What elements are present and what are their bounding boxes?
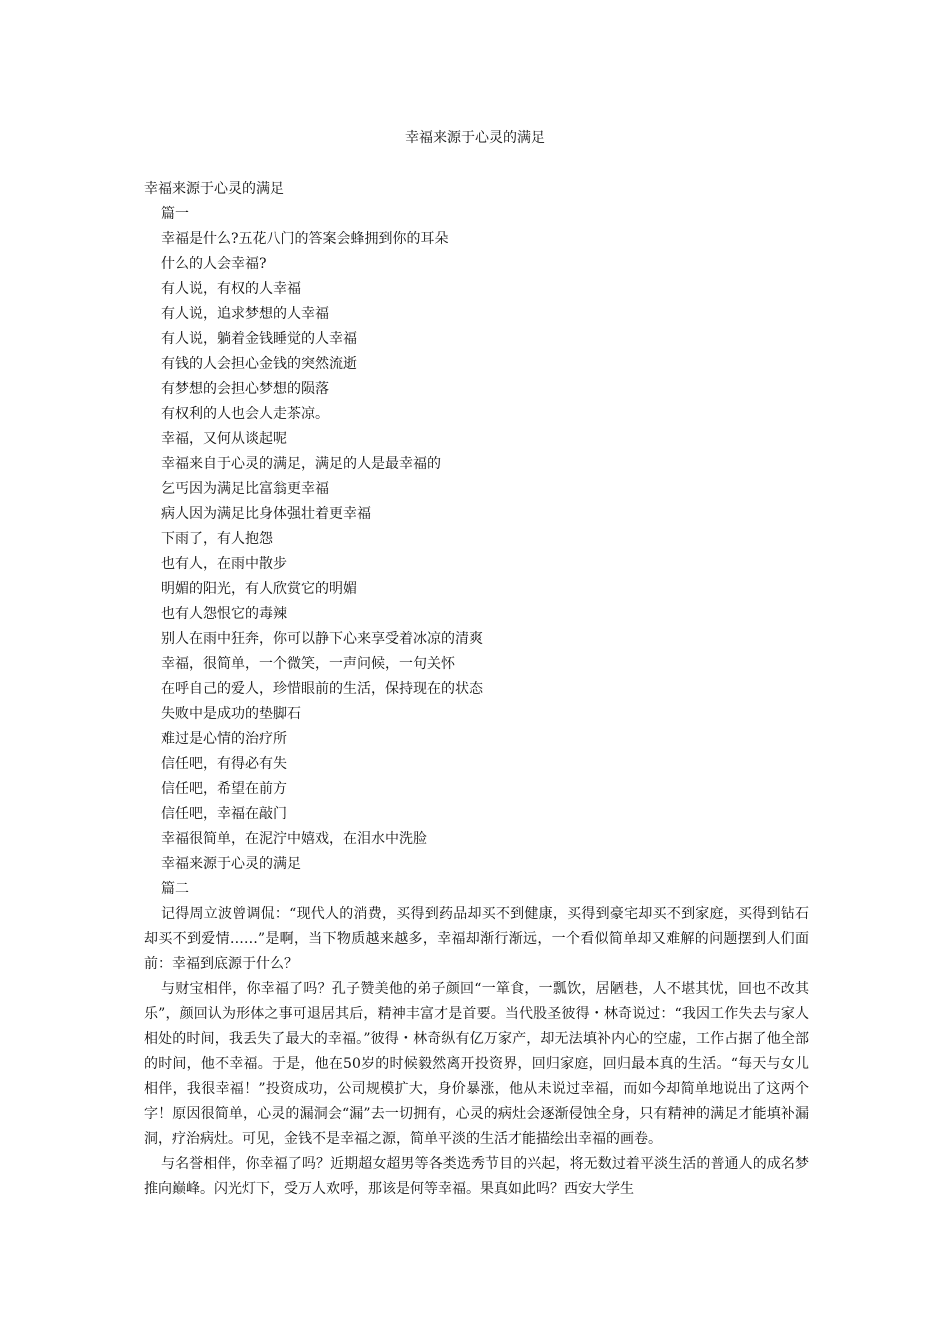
text-line: 有人说，追求梦想的人幸福 [161, 306, 329, 322]
text-line: 幸福，很简单，一个微笑，一声问候，一句关怀 [161, 656, 455, 672]
text-line: 乞丐因为满足比富翁更幸福 [161, 481, 329, 497]
text-line: 下雨了，有人抱怨 [161, 531, 273, 547]
text-line: 失败中是成功的垫脚石 [161, 706, 301, 722]
text-line: 明媚的阳光，有人欣赏它的明媚 [161, 581, 357, 597]
text-line: 在呼自己的爱人，珍惜眼前的生活，保持现在的状态 [161, 681, 483, 697]
text-line: 信任吧，希望在前方 [161, 781, 287, 797]
paragraph: 与财宝相伴，你幸福了吗？孔子赞美他的弟子颜回“一箪食，一瓢饮，居陋巷，人不堪其忧，回也不改其乐”，颜回认为形体之事可退居其后，精神丰富才是首要。当代股圣彼得・林奇说过：“我因工作失去与家人相处的时间，我丢失了最大的幸福。”彼得・林奇纵有亿万家产，却无法填补内心的空虚，工作占据了他全部的时间，他不幸福。于是，他在50岁的时候毅然离开投资界，回归家庭，回归最本真的生活。“每天与女儿相伴，我很幸福！”投资成功，公司规模扩大，身价暴涨，他从未说过幸福，而如今却简单地说出了这两个字！原因很简单，心灵的漏洞会“漏”去一切拥有，心灵的病灶会逐渐侵蚀全身，只有精神的满足才能填补漏洞，疗治病灶。可见，金钱不是幸福之源，简单平淡的生活才能描绘出幸福的画卷。 [144, 981, 809, 1147]
text-line: 幸福来源于心灵的满足 [161, 856, 301, 872]
section-heading: 幸福来源于心灵的满足 [144, 181, 284, 197]
text-line: 有人说，躺着金钱睡觉的人幸福 [161, 331, 357, 347]
text-line: 别人在雨中狂奔，你可以静下心来享受着冰凉的清爽 [161, 631, 483, 647]
text-line: 信任吧，幸福在敲门 [161, 806, 287, 822]
text-line: 也有人，在雨中散步 [161, 556, 287, 572]
paragraph: 记得周立波曾调侃：“现代人的消费，买得到药品却买不到健康，买得到豪宅却买不到家庭，买得到钻石却买不到爱情……”是啊，当下物质越来越多，幸福却渐行渐远，一个看似简单却又难解的问题摆到人们面前：幸福到底源于什么？ [144, 906, 809, 972]
text-line: 幸福，又何从谈起呢 [161, 431, 287, 447]
document-title: 幸福来源于心灵的满足 [405, 130, 545, 146]
text-line: 病人因为满足比身体强壮着更幸福 [161, 506, 371, 522]
text-line: 篇一 [161, 206, 189, 222]
text-line: 幸福很简单，在泥泞中嬉戏，在泪水中洗脸 [161, 831, 427, 847]
text-line: 幸福是什么?五花八门的答案会蜂拥到你的耳朵 [161, 231, 449, 247]
text-line: 难过是心情的治疗所 [161, 731, 287, 747]
paragraph: 与名誉相伴，你幸福了吗？近期超女超男等各类选秀节目的兴起，将无数过着平淡生活的普通人的成名梦推向巅峰。闪光灯下，受万人欢呼，那该是何等幸福。果真如此吗？西安大学生 [144, 1156, 809, 1197]
text-line: 有钱的人会担心金钱的突然流逝 [161, 356, 357, 372]
text-line: 幸福来自于心灵的满足，满足的人是最幸福的 [161, 456, 441, 472]
text-line: 有人说，有权的人幸福 [161, 281, 301, 297]
text-line: 什么的人会幸福? [161, 256, 267, 272]
text-line: 也有人怨恨它的毒辣 [161, 606, 287, 622]
text-line: 信任吧，有得必有失 [161, 756, 287, 772]
text-line: 篇二 [161, 881, 189, 897]
text-line: 有权利的人也会人走茶凉。 [161, 406, 329, 422]
document-body [144, 177, 809, 1202]
text-line: 有梦想的会担心梦想的陨落 [161, 381, 329, 397]
